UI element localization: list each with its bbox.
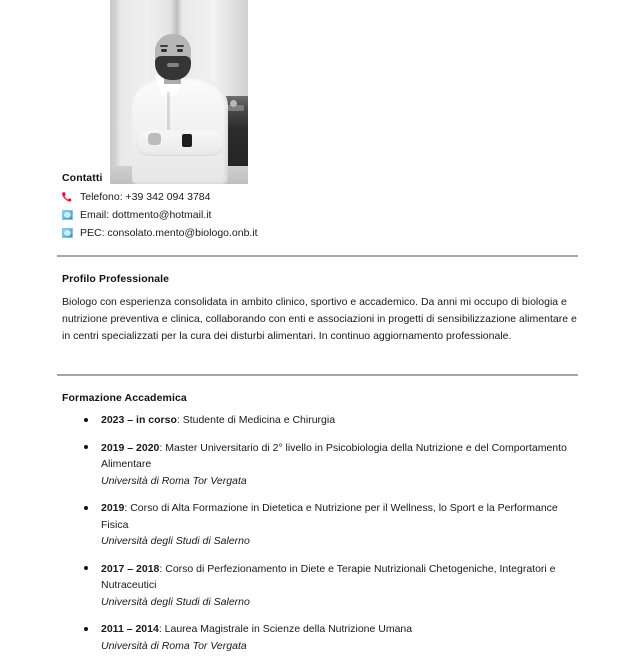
photo-person-watch xyxy=(182,134,192,147)
edu-school: Università di Roma Tor Vergata xyxy=(101,639,247,652)
photo-person-eyebrow xyxy=(176,45,184,47)
list-item xyxy=(62,500,580,550)
edu-school: Università degli Studi di Salerno xyxy=(101,535,250,547)
list-item xyxy=(62,621,580,654)
edu-description: : Corso di Perfezionamento in Diete e Terapie Nutrizionali Chetogeniche, Integratori e Nutraceutici xyxy=(101,562,556,591)
contact-list xyxy=(60,188,460,242)
profile-photo xyxy=(110,0,248,184)
edu-period: 2023 – in corso xyxy=(101,414,177,426)
phone-icon xyxy=(60,190,74,204)
bullet-icon xyxy=(84,418,88,422)
contatti-section-title: Contatti xyxy=(62,172,103,184)
edu-description: : Studente di Medicina e Chirurgia xyxy=(176,414,336,426)
edu-period: 2019 – 2020 xyxy=(101,441,160,454)
edu-school: Università di Roma Tor Vergata xyxy=(101,474,247,487)
contact-email-text: Email: dottmento@hotmail.it xyxy=(80,209,212,221)
formazione-list xyxy=(62,412,580,665)
photo-person-mouth xyxy=(167,63,179,67)
formazione-section-title: Formazione Accademica xyxy=(62,392,187,404)
edu-description: : Laurea Magistrale in Scienze della Nutrizione Umana xyxy=(158,623,413,635)
section-divider xyxy=(57,374,578,376)
edu-period: 2011 – 2014 xyxy=(101,623,159,635)
bullet-icon xyxy=(84,627,88,631)
bullet-icon xyxy=(84,566,88,570)
edu-period: 2017 – 2018 xyxy=(101,562,160,575)
edu-period: 2019 xyxy=(101,502,125,514)
photo-person-eye xyxy=(177,49,183,52)
bullet-icon xyxy=(84,506,88,510)
photo-person-eye xyxy=(161,49,167,52)
edu-description: : Corso di Alta Formazione in Dietetica e Nutrizione per il Wellness, lo Sport e la Performance Fisica xyxy=(101,502,558,531)
section-divider xyxy=(57,255,578,257)
photo-person-hand xyxy=(148,133,161,145)
contact-item-pec xyxy=(60,224,460,242)
list-item xyxy=(62,440,580,490)
list-item xyxy=(62,412,580,429)
email-icon xyxy=(60,226,74,240)
edu-school: Università degli Studi di Salerno xyxy=(101,595,250,608)
profilo-body-text: Biologo con esperienza consolidata in ambito clinico, sportivo e accademico. Da anni mi occupo di biologia e nutrizione preventiva e clinica, collaborando con enti e associazioni in progetti di sensibilizzazione alimentare e in centri specializzati per la cura dei disturbi alimentari. In continuo aggiornamento professionale. xyxy=(62,296,577,342)
contact-telefono-text: Telefono: +39 342 094 3784 xyxy=(80,191,211,203)
contact-pec-text: PEC: consolato.mento@biologo.onb.it xyxy=(80,227,258,239)
bullet-icon xyxy=(84,445,88,449)
contact-item-telefono xyxy=(60,188,460,206)
profilo-section-title: Profilo Professionale xyxy=(62,273,170,285)
photo-person-eyebrow xyxy=(160,45,168,47)
contact-item-email xyxy=(60,206,460,224)
photo-oven-knob xyxy=(230,100,237,107)
list-item xyxy=(62,561,580,611)
edu-description: : Master Universitario di 2° livello in Psicobiologia della Nutrizione e del Comportamento Alimentare xyxy=(101,441,567,470)
email-icon xyxy=(60,208,74,222)
profile-photo-image xyxy=(110,0,248,184)
